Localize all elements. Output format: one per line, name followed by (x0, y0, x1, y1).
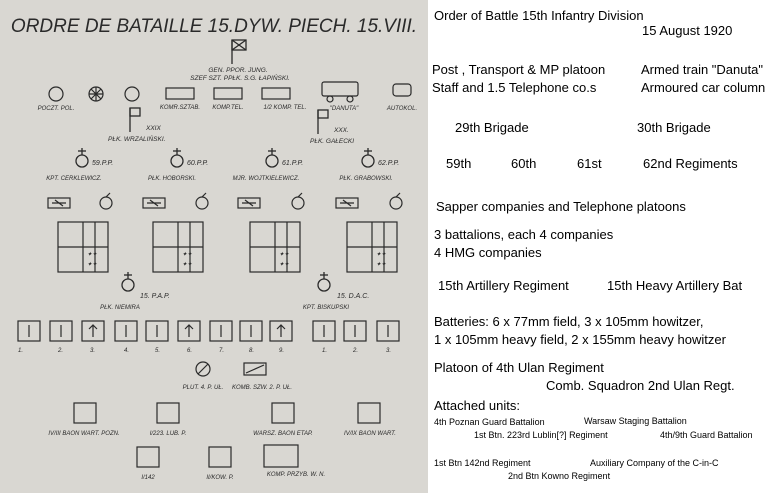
attached-unit-box (358, 403, 380, 423)
notes-attached-unit: 4th/9th Guard Battalion (660, 430, 753, 440)
svg-text:✦✦: ✦✦ (87, 262, 98, 268)
battery-number: 2. (58, 348, 64, 354)
notes-regiment-62: 62nd Regiments (643, 156, 738, 171)
battery-number: 3. (90, 348, 96, 354)
diagram-title: ORDRE DE BATAILLE 15.DYW. PIECH. 15.VIII. (10, 16, 418, 37)
notes-attached-unit: 4th Poznan Guard Battalion (434, 417, 545, 427)
notes-attached-unit: 1st Btn. 223rd Lublin[?] Regiment (474, 430, 608, 440)
top-unit-label: POCZT. POL. (37, 106, 75, 112)
notes-ulan-platoon: Platoon of 4th Ulan Regiment (434, 360, 604, 375)
brigade-29-number: XXIX (146, 125, 161, 132)
brigade-29-commander: PŁK. WRZALIŃSKI. (108, 136, 166, 143)
artillery-regiment-icon (122, 272, 134, 291)
top-unit-label: KOMR.SZTAB. (159, 105, 201, 111)
battery-number: 9. (279, 348, 285, 354)
notes-batteries-1: Batteries: 6 x 77mm field, 3 x 105mm howitzer, (434, 314, 704, 329)
attached-unit-label: I/142 (141, 475, 155, 481)
svg-text:✦✦: ✦✦ (376, 262, 387, 268)
battery-number: 6. (187, 348, 193, 354)
attached-unit-box (264, 445, 298, 467)
mp-icon (125, 87, 139, 101)
svg-text:✦✦: ✦✦ (376, 252, 387, 258)
brigade-30-number: XXX. (334, 127, 349, 134)
top-unit-label: KOMP.TEL. (212, 105, 244, 111)
regiment-59-icon (76, 148, 88, 167)
half-telephone-box (262, 88, 290, 99)
staff-box (166, 88, 194, 99)
top-unit-label: "DANUTA" (329, 106, 359, 112)
ulan-platoon-icon (196, 362, 210, 376)
svg-text:✦✦: ✦✦ (279, 252, 290, 258)
top-unit-label: AUTOKOL. (386, 106, 418, 112)
regiment-number: 61.P.P. (282, 160, 304, 167)
notes-attached-unit: Auxiliary Company of the C-in-C (590, 458, 719, 468)
attached-unit-label: II/KOW. P. (206, 475, 234, 481)
notes-brigade-30: 30th Brigade (637, 120, 711, 135)
attached-unit-label: IV/III BAON WART. POZN. (48, 431, 120, 437)
hq-caption: GEN. PPOR. JUNG. (208, 67, 268, 74)
battery-row (18, 321, 399, 341)
notes-heavy-artillery: 15th Heavy Artillery Bat (607, 278, 743, 293)
battalion-grids (58, 222, 397, 272)
battery-number: 4. (124, 348, 130, 354)
battery-number: 2. (353, 348, 359, 354)
notes-regiment-61: 61st (577, 156, 602, 171)
regiment-commander: PŁK. GRABOWSKI. (339, 176, 393, 182)
attached-unit-box (74, 403, 96, 423)
hq-caption-chief: SZEF SZT. PPŁK. S.G. ŁAPIŃSKI. (190, 75, 290, 82)
post-icon (49, 87, 63, 101)
notes-armoured-car: Armoured car column (641, 80, 766, 95)
notes-brigade-29: 29th Brigade (455, 120, 529, 135)
sapper-telephone-row (48, 193, 402, 209)
hq-flag-icon (232, 40, 246, 64)
notes-attached-unit: 2nd Btn Kowno Regiment (508, 471, 611, 481)
brigade-30-commander: PŁK. GAŁECKI (310, 138, 355, 145)
regiment-commander: PŁK. HOBORSKI. (147, 176, 197, 182)
battery-number: 1. (18, 348, 24, 354)
notes-attached-unit: 1st Btn 142nd Regiment (434, 458, 531, 468)
svg-text:✦✦: ✦✦ (182, 262, 193, 268)
notes-artillery: 15th Artillery Regiment (438, 278, 569, 293)
armoured-car-icon (393, 84, 411, 96)
artillery-regiment-label: 15. P.A.P. (140, 293, 170, 300)
ulan-squadron-icon (244, 363, 266, 375)
attached-unit-box (157, 403, 179, 423)
regiment-62-icon (362, 148, 374, 167)
battery-number: 5. (155, 348, 161, 354)
ammunition-column-commander: KPT. BISKUPSKI (302, 305, 350, 311)
notes-batteries-2: 1 x 105mm heavy field, 2 x 155mm heavy howitzer (434, 332, 726, 347)
ulan-squadron-label: KOMB. SZW. 2. P. UŁ. (231, 385, 293, 391)
regiment-number: 62.P.P. (378, 160, 400, 167)
regiment-commander: MJR. WOJTKIELEWICZ. (232, 176, 300, 182)
attached-unit-label: I/223. LUB. P. (149, 431, 187, 437)
notes-regiment-60: 60th (511, 156, 537, 171)
battery-number: 1. (322, 348, 328, 354)
notes-armed-train: Armed train "Danuta" (641, 62, 763, 77)
notes-title: Order of Battle 15th Infantry Division (434, 8, 644, 23)
ammunition-column-label: 15. D.A.C. (337, 293, 370, 300)
regiment-60-icon (171, 148, 183, 167)
artillery-regiment-commander: PŁK. NIEMIRA (100, 305, 140, 311)
attached-unit-label: IV/IX BAON WART. (344, 431, 396, 437)
svg-text:✦✦: ✦✦ (182, 252, 193, 258)
attached-unit-box (272, 403, 294, 423)
battery-number: 3. (386, 348, 392, 354)
regiment-number: 60.P.P. (187, 160, 209, 167)
ammunition-column-icon (318, 272, 330, 291)
notes-staff: Staff and 1.5 Telephone co.s (432, 80, 597, 95)
notes-battalions: 3 battalions, each 4 companies (434, 227, 614, 242)
notes-regiment-59: 59th (446, 156, 472, 171)
attached-unit-box (209, 447, 231, 467)
ulan-platoon-label: PLUT. 4. P. UŁ. (182, 385, 224, 391)
translation-notes (428, 0, 780, 493)
notes-sapper: Sapper companies and Telephone platoons (436, 199, 686, 214)
regiment-commander: KPT. CERKLEWICZ. (46, 176, 102, 182)
battery-number: 8. (249, 348, 255, 354)
top-unit-label: 1/2 KOMP. TEL. (263, 105, 307, 111)
telephone-box (214, 88, 242, 99)
notes-hmg: 4 HMG companies (434, 245, 542, 260)
attached-unit-box (137, 447, 159, 467)
attached-unit-label: KOMP. PRZYB. W. N. (266, 472, 326, 478)
notes-ulan-squadron: Comb. Squadron 2nd Ulan Regt. (546, 378, 735, 393)
attached-unit-label: WARSZ. BAON ETAP. (253, 431, 313, 437)
armoured-train-icon (322, 82, 358, 96)
regiment-61-icon (266, 148, 278, 167)
wheel-icon (89, 87, 103, 101)
regiment-number: 59.P.P. (92, 160, 114, 167)
notes-attached-heading: Attached units: (434, 398, 520, 413)
notes-date: 15 August 1920 (642, 23, 733, 38)
svg-text:✦✦: ✦✦ (87, 252, 98, 258)
battery-number: 7. (219, 348, 225, 354)
notes-post: Post , Transport & MP platoon (432, 62, 606, 77)
svg-text:✦✦: ✦✦ (279, 262, 290, 268)
notes-attached-unit: Warsaw Staging Battalion (584, 416, 687, 426)
